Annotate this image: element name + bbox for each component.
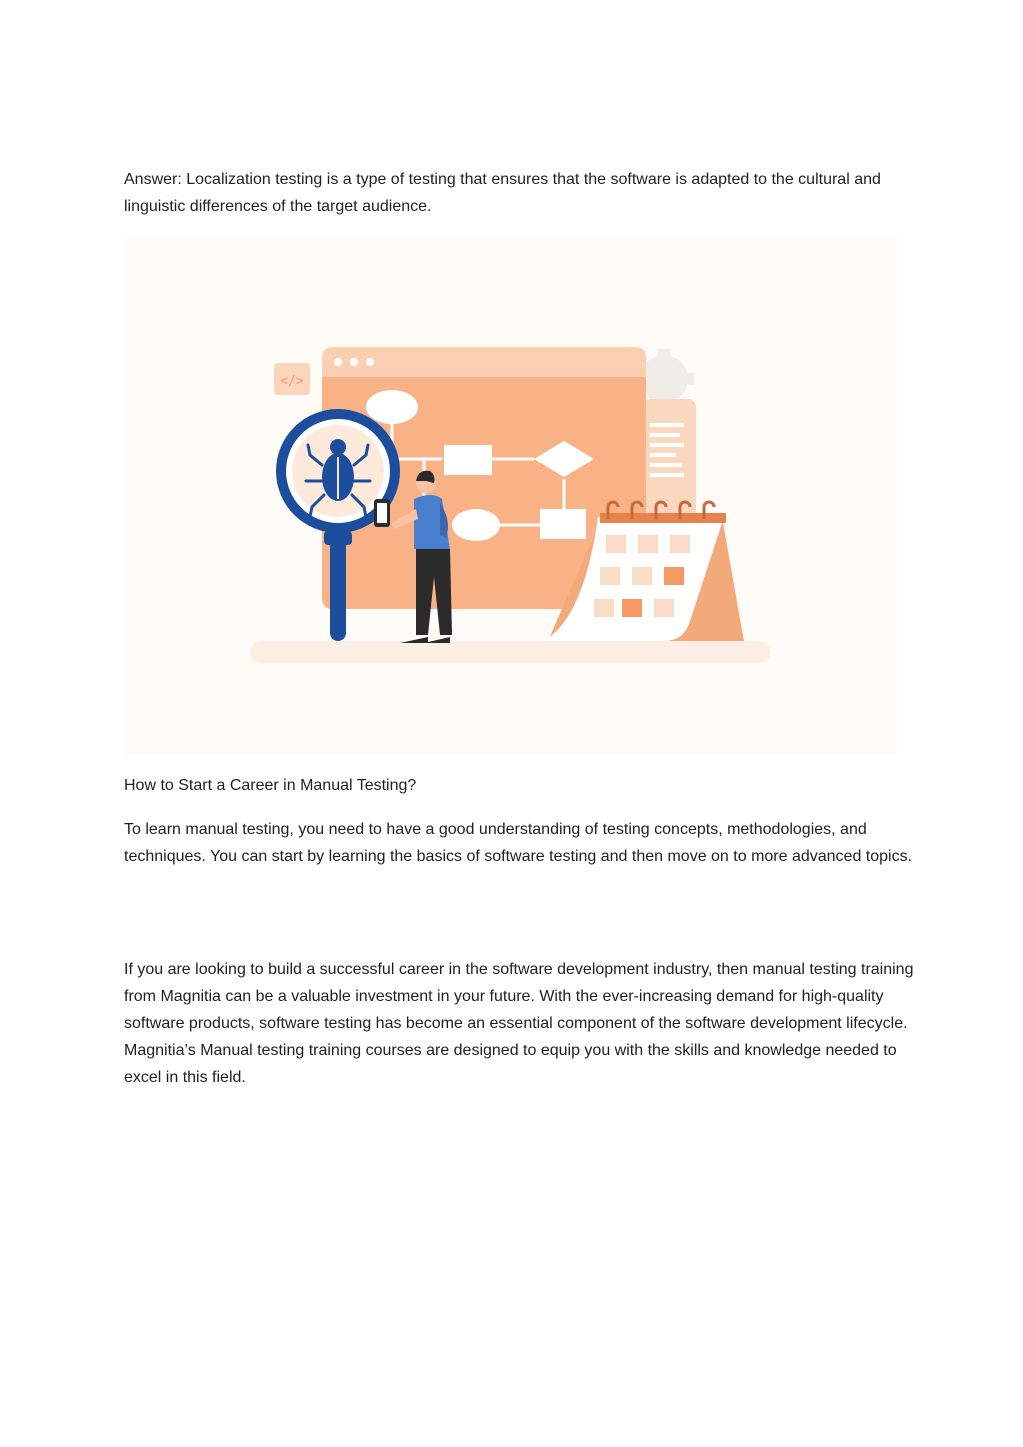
illustration-svg [124,237,898,754]
answer-paragraph: Answer: Localization testing is a type of testing that ensures that the software is adapted to the cultural and linguistic differences of the target audience. [124,171,881,215]
section-heading: How to Start a Career in Manual Testing? [124,777,417,794]
svg-text:</>: </> [280,374,304,389]
career-paragraph: If you are looking to build a successful career in the software development industry, then manual testing training from Magnitia can be a valuable investment in your future. With the ever-increasing demand for high-quality software products, software testing has become an essential component of the software development lifecycle. Magnitia’s Manual testing training courses are designed to equip you with the skills and knowledge needed to excel in this field. [124,961,914,1086]
learn-paragraph: To learn manual testing, you need to have a good understanding of testing concepts, methodologies, and techniques. You can start by learning the basics of software testing and then move on to more advanced topics. [124,821,913,865]
ground-shadow [250,641,770,663]
manual-testing-illustration [124,237,898,754]
code-tag-icon [274,363,310,395]
